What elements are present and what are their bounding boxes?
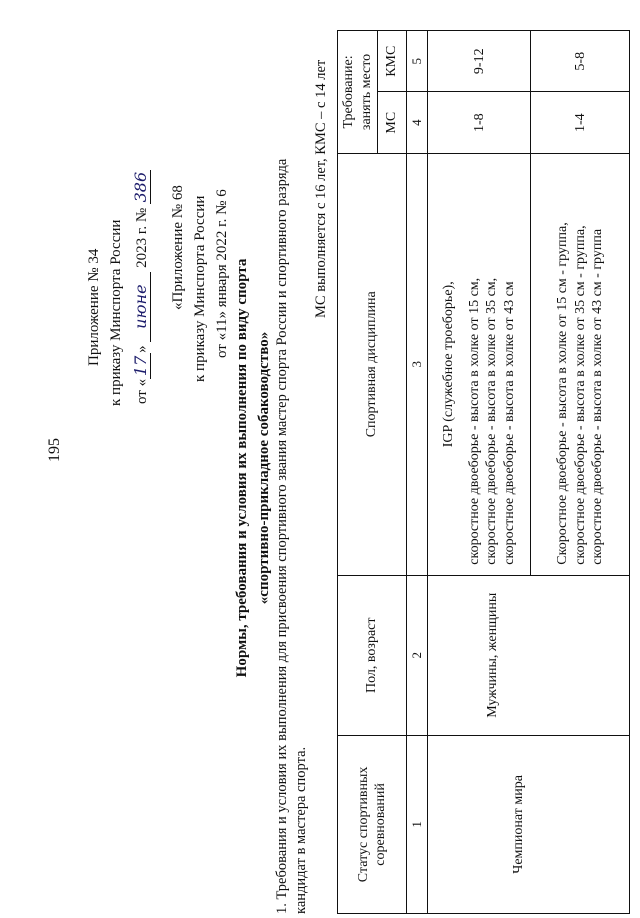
date-mid: » <box>134 345 150 353</box>
column-number: 4 <box>407 92 428 153</box>
sex-age-value: Мужчины, женщины <box>484 592 500 718</box>
handwritten-order-number: 386 <box>131 171 150 203</box>
discipline-line: скоростное двоеборье - высота в холке от 35 см, <box>484 277 500 565</box>
handwritten-month: июне <box>131 272 151 342</box>
competition-status: Чемпионат мира <box>510 775 526 874</box>
intro-paragraph-line-2: кандидат в мастера спорта. <box>293 746 309 914</box>
status-cell-continued <box>531 735 630 913</box>
table-row <box>428 31 531 914</box>
sex-age-cell-continued <box>531 575 630 735</box>
header-sex-age: Пол, возраст <box>338 575 407 735</box>
previous-appendix-date: от «11» января 2022 г. № 6 <box>214 189 230 358</box>
document-subtitle: «спортивно-прикладное собаководство» <box>256 331 272 605</box>
appendix-number: Приложение № 34 <box>86 248 102 366</box>
table-header-row <box>338 31 378 914</box>
discipline-title: IGP (служебное троеборье), <box>441 281 457 448</box>
header-requirement: Требование: занять место <box>338 31 378 154</box>
appendix-order-ref: к приказу Минспорта России <box>108 219 124 406</box>
appendix-date-line <box>131 170 151 404</box>
intro-paragraph-line-1: 1. Требования и условия их выполнения для присвоения спортивного звания мастер спорта России и спортивного разряда <box>274 158 290 914</box>
column-number: 5 <box>407 31 428 92</box>
ms-place: 1-8 <box>428 92 531 153</box>
discipline-cell <box>428 153 531 575</box>
column-number: 1 <box>407 735 428 913</box>
discipline-cell <box>531 153 630 575</box>
date-prefix: от « <box>134 378 150 404</box>
header-status: Статус спортивных соревнований <box>338 735 407 913</box>
kms-place: 9-12 <box>428 31 531 92</box>
header-ms: МС <box>378 92 407 153</box>
table-row <box>531 31 630 914</box>
norms-table <box>337 30 630 914</box>
kms-place: 5-8 <box>531 31 630 92</box>
sex-age-cell <box>428 575 531 735</box>
document-title: Нормы, требования и условия их выполнения по виду спорта <box>234 258 250 678</box>
age-requirement-note: МС выполняется с 16 лет, КМС – с 14 лет <box>313 59 329 318</box>
ms-place: 1-4 <box>531 92 630 153</box>
discipline-line: скоростное двоеборье - высота в холке от 43 см <box>501 281 517 565</box>
discipline-line: скоростное двоеборье - высота в холке от 43 см - группа <box>590 228 605 565</box>
discipline-line: скоростное двоеборье - высота в холке от 35 см - группа, <box>572 225 588 565</box>
column-number: 2 <box>407 575 428 735</box>
header-kms: КМС <box>378 31 407 92</box>
discipline-line: Скоростное двоеборье - высота в холке от 15 см - группа, <box>555 222 570 565</box>
discipline-line: скоростное двоеборье - высота в холке от 15 см, <box>466 277 482 565</box>
previous-appendix-number: «Приложение № 68 <box>170 185 186 310</box>
handwritten-day: 17 <box>131 353 151 379</box>
previous-appendix-order-ref: к приказу Минспорта России <box>192 195 208 382</box>
column-number: 3 <box>407 153 428 575</box>
column-number-row <box>407 31 428 914</box>
page-number: 195 <box>46 438 63 462</box>
date-year: 2023 г. № <box>134 207 150 268</box>
header-discipline: Спортивная дисциплина <box>338 153 407 575</box>
status-cell <box>428 735 531 913</box>
